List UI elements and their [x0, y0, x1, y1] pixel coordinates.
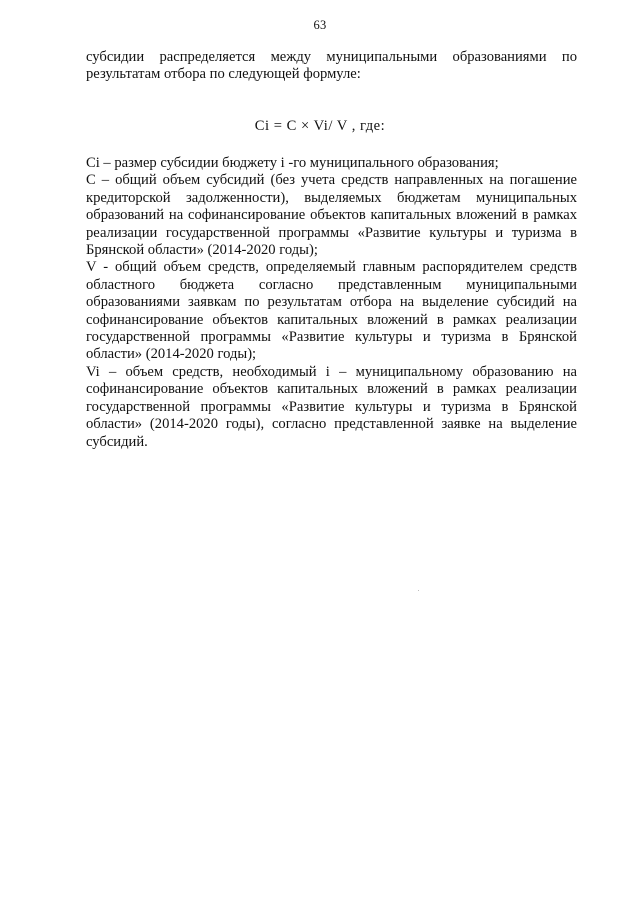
scan-speck	[418, 590, 419, 591]
definition-ci: Ci – размер субсидии бюджету i -го муниципального образования;	[86, 155, 499, 171]
definition-v: V - общий объем средств, определяемый главным распорядителем средств областного бюджета согласно представленным муниципальными образованиями заявкам по результатам отбора на выделение субсидий на софинансирование объектов капитальных вложений в рамках реализации государственной программы «Развитие культуры и туризма в Брянской области» (2014-2020 годы);	[86, 259, 577, 363]
definition-c: С – общий объем субсидий (без учета средств направленных на погашение кредиторской задолженности), выделяемых бюджетам муниципальных образований на софинансирование объектов капитальных вложений в рамках реализации государственной программы «Развитие культуры и туризма в Брянской области» (2014-2020 годы);	[86, 172, 577, 259]
definitions-block	[86, 155, 577, 451]
intro-paragraph: субсидии распределяется между муниципальными образованиями по результатам отбора по следующей формуле:	[86, 49, 577, 83]
page-number: 63	[313, 18, 327, 32]
definition-vi: Vi – объем средств, необходимый i – муниципальному образованию на софинансирование объектов капитальных вложений в рамках реализации государственной программы «Развитие культуры и туризма в Брянской области» (2014-2020 годы), согласно представленной заявке на выделение субсидий.	[86, 363, 577, 450]
subsidy-formula: Ci = C × Vi/ V , где:	[254, 118, 386, 134]
